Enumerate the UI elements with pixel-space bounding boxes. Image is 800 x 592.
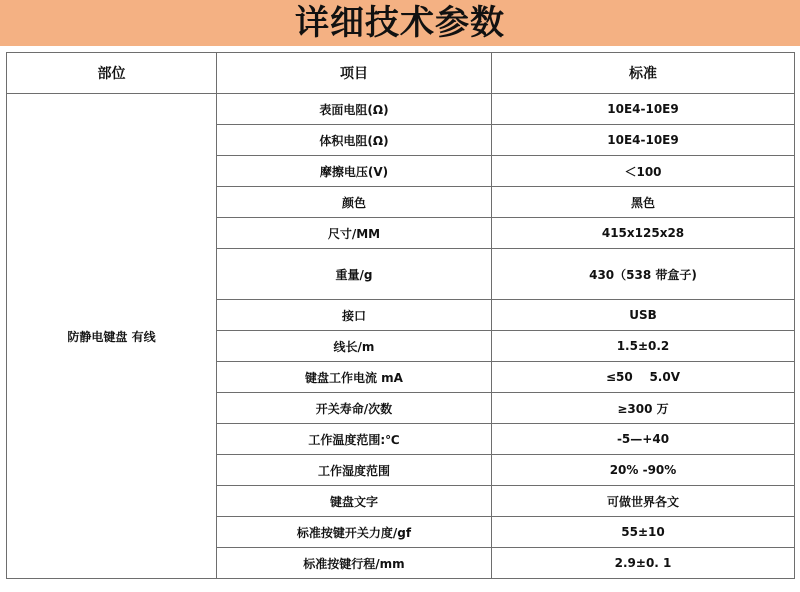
item-cell: 标准按键行程/mm — [217, 548, 492, 579]
header-standard: 标准 — [492, 53, 795, 94]
item-cell: 体积电阻(Ω) — [217, 125, 492, 156]
item-cell: 表面电阻(Ω) — [217, 94, 492, 125]
value-cell: 可做世界各文 — [492, 486, 795, 517]
item-cell: 接口 — [217, 300, 492, 331]
item-cell: 摩擦电压(V) — [217, 156, 492, 187]
item-cell: 工作温度范围:℃ — [217, 424, 492, 455]
item-cell: 标准按键开关力度/gf — [217, 517, 492, 548]
header-item: 项目 — [217, 53, 492, 94]
title-banner — [0, 0, 800, 46]
value-cell: 55±10 — [492, 517, 795, 548]
value-cell: 1.5±0.2 — [492, 331, 795, 362]
value-cell: 10E4-10E9 — [492, 125, 795, 156]
value-cell: 10E4-10E9 — [492, 94, 795, 125]
value-cell: 20% -90% — [492, 455, 795, 486]
value-cell: ≤50 5.0V — [492, 362, 795, 393]
item-cell: 键盘工作电流 mA — [217, 362, 492, 393]
item-cell: 重量/g — [217, 249, 492, 300]
spec-table — [6, 52, 795, 579]
page-title: 详细技术参数 — [295, 3, 505, 43]
value-cell: ＜100 — [492, 156, 795, 187]
table-row — [7, 94, 795, 125]
value-cell: USB — [492, 300, 795, 331]
header-row — [7, 53, 795, 94]
header-part: 部位 — [7, 53, 217, 94]
value-cell: 2.9±0. 1 — [492, 548, 795, 579]
value-cell: -5—+40 — [492, 424, 795, 455]
item-cell: 线长/m — [217, 331, 492, 362]
part-cell: 防静电键盘 有线 — [7, 94, 217, 579]
item-cell: 键盘文字 — [217, 486, 492, 517]
item-cell: 工作湿度范围 — [217, 455, 492, 486]
item-cell: 开关寿命/次数 — [217, 393, 492, 424]
value-cell: 黑色 — [492, 187, 795, 218]
value-cell: 415x125x28 — [492, 218, 795, 249]
item-cell: 颜色 — [217, 187, 492, 218]
value-cell: 430（538 带盒子) — [492, 249, 795, 300]
value-cell: ≥300 万 — [492, 393, 795, 424]
item-cell: 尺寸/MM — [217, 218, 492, 249]
